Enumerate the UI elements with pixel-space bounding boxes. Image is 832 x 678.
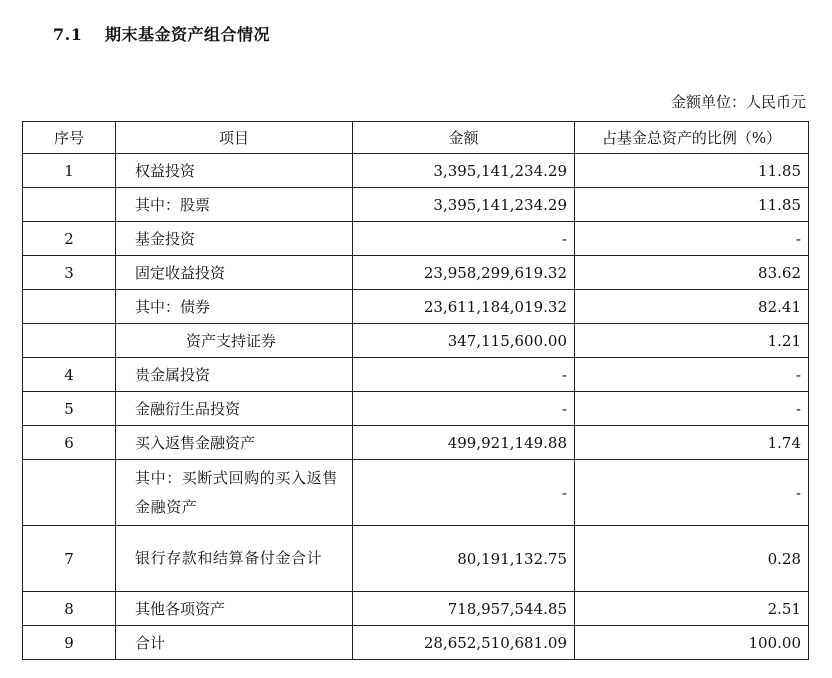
section-title: 期末基金资产组合情况 xyxy=(105,25,271,44)
table-row-total xyxy=(23,626,809,660)
row-amount: - xyxy=(353,222,575,256)
row-no: 3 xyxy=(23,256,116,290)
row-ratio: - xyxy=(575,222,809,256)
row-ratio: - xyxy=(575,460,809,526)
section-heading xyxy=(53,22,270,45)
row-amount: 23,611,184,019.32 xyxy=(353,290,575,324)
table-row xyxy=(23,392,809,426)
row-no xyxy=(23,290,116,324)
table-row xyxy=(23,592,809,626)
row-item: 基金投资 xyxy=(116,222,353,256)
row-no: 2 xyxy=(23,222,116,256)
table-row xyxy=(23,222,809,256)
header-no: 序号 xyxy=(23,122,116,154)
header-item: 项目 xyxy=(116,122,353,154)
row-amount: 80,191,132.75 xyxy=(353,526,575,592)
row-no: 9 xyxy=(23,626,116,660)
row-item: 合计 xyxy=(116,626,353,660)
header-ratio: 占基金总资产的比例（%） xyxy=(575,122,809,154)
table-header-row xyxy=(23,122,809,154)
row-no xyxy=(23,188,116,222)
table-row xyxy=(23,358,809,392)
table-row xyxy=(23,460,809,526)
row-no: 7 xyxy=(23,526,116,592)
row-item: 贵金属投资 xyxy=(116,358,353,392)
row-item: 资产支持证券 xyxy=(116,324,353,358)
row-amount: 3,395,141,234.29 xyxy=(353,188,575,222)
row-ratio: 82.41 xyxy=(575,290,809,324)
row-amount: - xyxy=(353,392,575,426)
row-no xyxy=(23,324,116,358)
row-ratio: - xyxy=(575,392,809,426)
row-item: 其中：股票 xyxy=(116,188,353,222)
row-ratio: 11.85 xyxy=(575,154,809,188)
row-amount: - xyxy=(353,358,575,392)
row-no xyxy=(23,460,116,526)
row-no: 5 xyxy=(23,392,116,426)
table-row xyxy=(23,526,809,592)
table-row xyxy=(23,188,809,222)
row-amount: 499,921,149.88 xyxy=(353,426,575,460)
row-item: 权益投资 xyxy=(116,154,353,188)
row-ratio: 0.28 xyxy=(575,526,809,592)
row-no: 6 xyxy=(23,426,116,460)
row-ratio: 83.62 xyxy=(575,256,809,290)
row-amount: 23,958,299,619.32 xyxy=(353,256,575,290)
row-amount: 347,115,600.00 xyxy=(353,324,575,358)
header-amount: 金额 xyxy=(353,122,575,154)
row-no: 4 xyxy=(23,358,116,392)
row-item: 银行存款和结算备付金合计 xyxy=(116,526,353,592)
row-ratio: - xyxy=(575,358,809,392)
row-ratio: 1.74 xyxy=(575,426,809,460)
row-amount: 718,957,544.85 xyxy=(353,592,575,626)
asset-portfolio-table xyxy=(22,121,809,660)
row-item: 金融衍生品投资 xyxy=(116,392,353,426)
table-row xyxy=(23,256,809,290)
row-item: 其中：债券 xyxy=(116,290,353,324)
table-row xyxy=(23,154,809,188)
row-ratio: 100.00 xyxy=(575,626,809,660)
row-amount: 3,395,141,234.29 xyxy=(353,154,575,188)
table-row xyxy=(23,290,809,324)
row-ratio: 2.51 xyxy=(575,592,809,626)
row-amount: 28,652,510,681.09 xyxy=(353,626,575,660)
section-number: 7.1 xyxy=(53,25,83,44)
table-row xyxy=(23,426,809,460)
row-item: 固定收益投资 xyxy=(116,256,353,290)
row-item: 其他各项资产 xyxy=(116,592,353,626)
unit-label: 金额单位：人民币元 xyxy=(670,93,806,111)
row-no: 8 xyxy=(23,592,116,626)
row-item: 买入返售金融资产 xyxy=(116,426,353,460)
row-item: 其中：买断式回购的买入返售金融资产 xyxy=(116,460,353,526)
row-ratio: 11.85 xyxy=(575,188,809,222)
row-no: 1 xyxy=(23,154,116,188)
table-row xyxy=(23,324,809,358)
row-amount: - xyxy=(353,460,575,526)
row-ratio: 1.21 xyxy=(575,324,809,358)
